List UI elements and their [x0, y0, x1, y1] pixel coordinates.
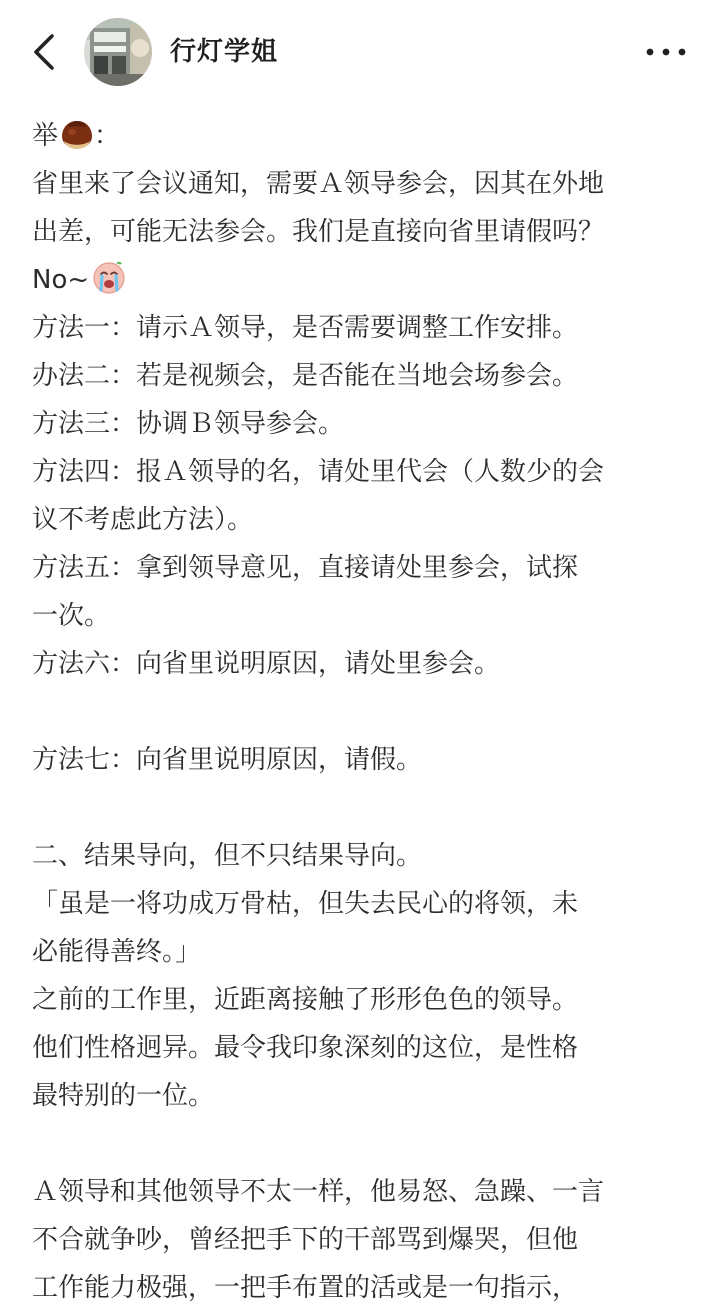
post-line: 省里来了会议通知，需要Ａ领导参会，因其在外地	[32, 169, 605, 199]
author-avatar[interactable]	[84, 18, 152, 86]
paragraph-gap	[32, 784, 702, 832]
more-options-button[interactable]	[640, 36, 692, 68]
post-line: 必能得善终。」	[32, 937, 202, 967]
avatar-image	[84, 18, 152, 86]
post-line: 「虽是一将功成万骨枯，但失去民心的将领，未	[32, 889, 579, 919]
post-line: 一次。	[32, 601, 111, 631]
post-line: 之前的工作里，近距离接触了形形色色的领导。	[32, 985, 579, 1015]
paragraph-gap	[32, 1120, 702, 1168]
post-line: Ａ领导和其他领导不太一样，他易怒、急躁、一言	[32, 1177, 605, 1207]
post-line: 方法一：请示Ａ领导，是否需要调整工作安排。	[32, 313, 579, 343]
chestnut-emoji	[60, 118, 94, 150]
author-name[interactable]: 行灯学姐	[170, 37, 279, 67]
post-line	[32, 112, 702, 160]
post-line: 议不考虑此方法）。	[32, 505, 254, 535]
post-line	[32, 256, 702, 304]
post-line: 方法三：协调Ｂ领导参会。	[32, 409, 345, 439]
crying-face-emoji	[91, 260, 127, 294]
post-line: 二、结果导向，但不只结果导向。	[32, 841, 423, 871]
post-line: 方法七：向省里说明原因，请假。	[32, 745, 423, 775]
post-line: 方法六：向省里说明原因，请处里参会。	[32, 649, 501, 679]
post-header	[0, 0, 720, 104]
post-line: 办法二：若是视频会，是否能在当地会场参会。	[32, 361, 579, 391]
post-line: 出差，可能无法参会。我们是直接向省里请假吗？	[32, 217, 605, 247]
post-line: 不合就争吵，曾经把手下的干部骂到爆哭，但他	[32, 1225, 579, 1255]
paragraph-gap	[32, 688, 702, 736]
ellipsis-horizontal-icon	[640, 36, 692, 68]
post-line-text: 举	[32, 121, 59, 151]
post-body	[32, 112, 702, 1312]
post-line: 最特别的一位。	[32, 1081, 215, 1111]
chevron-left-icon	[26, 30, 66, 74]
post-line-text: No~	[32, 265, 90, 295]
post-line: 方法五：拿到领导意见，直接请处里参会，试探	[32, 553, 579, 583]
post-line: 工作能力极强，一把手布置的活或是一句指示，	[32, 1273, 579, 1303]
post-line: 方法四：报Ａ领导的名，请处里代会（人数少的会	[32, 457, 605, 487]
back-button[interactable]	[26, 30, 66, 74]
post-line-text: ：	[94, 121, 121, 151]
post-line: 他们性格迥异。最令我印象深刻的这位，是性格	[32, 1033, 579, 1063]
